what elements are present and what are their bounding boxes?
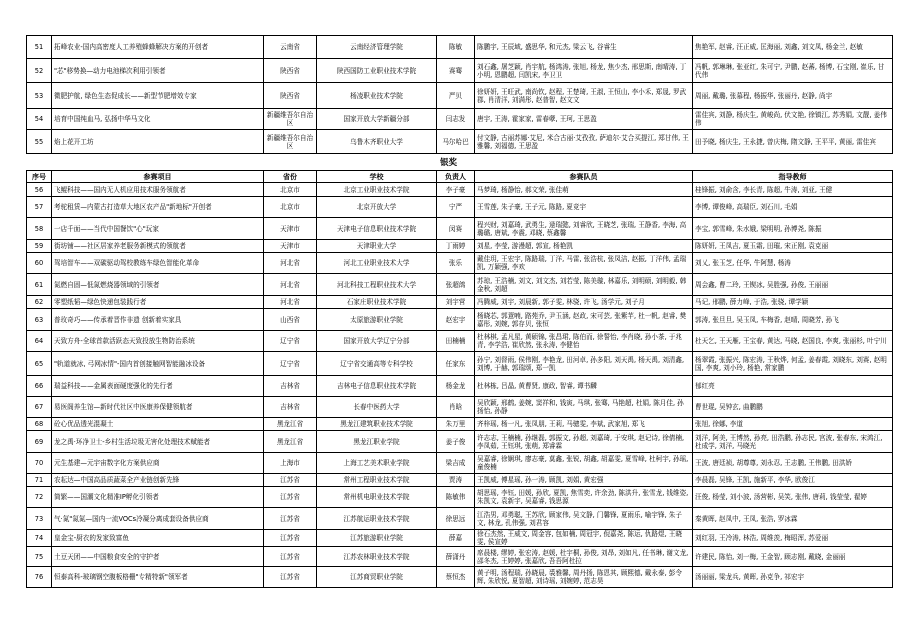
table-row — [27, 59, 893, 83]
cell-school: 江苏农林职业技术学院 — [317, 547, 437, 567]
cell-teachers: 刘乂, 张玉芝, 任华, 牛阿慧, 杨涛 — [693, 253, 893, 274]
table-row — [27, 418, 893, 431]
cell-leader: 薛潇丹 — [437, 547, 475, 567]
cell-teachers: 汤丽丽, 梁龙兵, 黄晖, 孙克争, 祁宏宇 — [693, 567, 893, 588]
cell-members: 刘星, 李莹, 游漫超, 郭宣, 杨艳凯 — [475, 240, 693, 253]
cell-leader: 姜子俊 — [437, 431, 475, 453]
cell-no: 57 — [27, 197, 52, 218]
cell-leader: 贾涛 — [437, 474, 475, 487]
header-leader: 负责人 — [437, 171, 475, 183]
cell-teachers: 焦艳军, 赵睿, 汪正威, 匡海丽, 刘鑫, 刘文凤, 杨金兰, 赵敏 — [693, 36, 893, 59]
cell-no: 60 — [27, 253, 52, 274]
cell-leader: 丁雨婷 — [437, 240, 475, 253]
cell-members: 席晨楼, 缪婷, 张宏涛, 赵媛, 杜宇桐, 孙俊, 刘昂, 刘如凡, 任书琳, 谢文龙, 邵冬杰, 王婷婷, 张嘉欣, 吾吾阿杜拉 — [475, 547, 693, 567]
cell-project: 天致方舟-全球首款活跃态天致投放生物防治系统 — [52, 331, 264, 352]
cell-province: 新疆维吾尔自治区 — [264, 130, 317, 154]
cell-teachers: 陈妍妍, 王凤吉, 夏玉霜, 田璀, 宋正刚, 袁克丽 — [693, 240, 893, 253]
cell-project: 龙之禹·环净卫士-乡村生活垃圾无害化处理技术赋能者 — [52, 431, 264, 453]
cell-members: 苏琼, 王浩楠, 刘文, 刘文杰, 刘若莹, 陈美璇, 林嘉乐, 刘明硕, 刘明毅, 韩金秋, 刘超 — [475, 274, 693, 296]
table-row — [27, 453, 893, 474]
cell-teachers: 冯帆, 郭琳琳, 张亚红, 朱可宁, 尹鹏, 赵蕃, 杨博, 石宝刚, 崔乐, 甘代伟 — [693, 59, 893, 83]
cell-members: 黄子明, 汤程瑞, 孙晓晨, 裘雅馨, 周丹扬, 陈恩其, 顾熙德, 戴永泰, 彭令辉, 朱欣悦, 夏智超, 刘诗瑶, 刘婉婷, 范志昊 — [475, 567, 693, 588]
cell-leader: 梁吉成 — [437, 453, 475, 474]
cell-members: 许志志, 王楠楠, 孙继磊, 郭振文, 孙超, 刘嘉琦, 于安琪, 赵记诗, 徐倩楠, 李凤茹, 王钰琪, 张萌, 郑睿霖 — [475, 431, 693, 453]
header-teachers: 指导教师 — [693, 171, 893, 183]
cell-members: 江浩男, 邓勇聪, 王苏欣, 顾家伟, 吴文静, 门馨锋, 夏雨乐, 喻宇锋, 朱子文, 林龙, 孔伟强, 刘君容 — [475, 508, 693, 530]
header-no: 序号 — [27, 171, 52, 183]
cell-no: 68 — [27, 418, 52, 431]
table-row — [27, 274, 893, 296]
cell-members: 王凯威, 傅星瑶, 孙一涛, 顾凯, 刘娟, 黄宏强 — [475, 474, 693, 487]
cell-school: 河北科技工程职业技术大学 — [317, 274, 437, 296]
header-school: 学校 — [317, 171, 437, 183]
table-row — [27, 376, 893, 397]
cell-members: 徐妍妍, 王旺武, 南尚钦, 赵程, 王楚琦, 王淑, 王恒山, 李小禾, 郑晟, 罗武郡, 肖清洋, 刘满彤, 赵普智, 赵文文 — [475, 83, 693, 109]
cell-school: 上海工艺美术职业学院 — [317, 453, 437, 474]
cell-teachers: 刘洋, 阿美, 王博然, 孙亮, 田浩鹏, 孙志民, 宫波, 张春东, 宋鸿江, 杜成学, 刘洋, 马晓光 — [693, 431, 893, 453]
cell-school: 江苏商贸职业学院 — [317, 567, 437, 588]
table-row — [27, 36, 893, 59]
cell-teachers: 周丽, 戴璐, 张慕程, 杨振华, 张丽丹, 赵静, 尚宇 — [693, 83, 893, 109]
table-row — [27, 197, 893, 218]
cell-no: 74 — [27, 530, 52, 547]
cell-school: 江苏航运职业技术学院 — [317, 508, 437, 530]
cell-teachers: 汪俊, 杨莹, 刘小波, 汤营彬, 吴笑, 张伟, 唐莉, 钱莹莹, 翟婷 — [693, 487, 893, 508]
cell-project: 气·氮"氮氮—国内一流VOCs冷凝分离成套设备供应商 — [52, 508, 264, 530]
cell-teachers: 郭涛, 张旦旦, 吴玉凤, 车梅香, 赵晴, 周晓芳, 孙飞 — [693, 309, 893, 331]
cell-province: 天津市 — [264, 240, 317, 253]
cell-no: 59 — [27, 240, 52, 253]
cell-leader: 蔡恒杰 — [437, 567, 475, 588]
cell-members: 冯腾威, 刘宇, 刘晨新, 郭子雯, 林骁, 许飞, 汤学元, 刘子月 — [475, 296, 693, 309]
cell-teachers: 田予晓, 杨庆生, 王永捷, 曾庆梅, 隋文静, 王平平, 黄丽, 雷佳宾 — [693, 130, 893, 154]
cell-members: 胡思瑶, 李钰, 田媛, 孙欣, 夏凯, 焦雪奕, 许余劲, 陈洪升, 张雪龙, 钱维姿, 朱凯文, 袁新宇, 吴嘉睿, 钱思源 — [475, 487, 693, 508]
header-province: 省份 — [264, 171, 317, 183]
cell-project: "轨道就冰, 弓网冰情"-国内首创接触网智能融冰设备 — [52, 352, 264, 376]
cell-project: 简繁——国潮文化精准IP孵化引领者 — [52, 487, 264, 508]
cell-no: 53 — [27, 83, 52, 109]
cell-province: 新疆维吾尔自治区 — [264, 109, 317, 130]
gold-award-table — [26, 35, 893, 154]
cell-school: 北京工业职业技术学院 — [317, 183, 437, 197]
cell-teachers: 杜天乞, 王天雁, 王宝春, 黄达, 马晓, 赵国良, 李爽, 张丽杉, 叶宁川 — [693, 331, 893, 352]
cell-school: 国家开放大学新疆分部 — [317, 109, 437, 130]
cell-no: 67 — [27, 397, 52, 418]
cell-no: 66 — [27, 376, 52, 397]
cell-province: 江苏省 — [264, 547, 317, 567]
cell-school: 乌鲁木齐职业大学 — [317, 130, 437, 154]
table-header-row — [27, 171, 893, 183]
table-row — [27, 130, 893, 154]
cell-project: 氮燃自固—低氮燃烧器领域的引领者 — [52, 274, 264, 296]
cell-teachers: 秦黄晖, 赵凤中, 王凤, 张浩, 罗冰霖 — [693, 508, 893, 530]
cell-members: 孙宁, 刘督雨, 侯伟刚, 李艳龙, 田河卓, 孙多阳, 刘天禹, 杨天禹, 刘清鑫, 刘博, 于赫, 郭瑞颂, 郑一凯 — [475, 352, 693, 376]
section-title-silver: 银奖 — [439, 158, 457, 168]
cell-project: 飞鲲科技——国内无人机应用技术服务领航者 — [52, 183, 264, 197]
cell-members: 杨晓芯, 郭薏喃, 路苑乔, 尹玉涵, 赵政, 宋可芸, 张紫芊, 杜一帆, 赵睿, 樊嘉彤, 刘婉, 郭存贝, 张恒 — [475, 309, 693, 331]
cell-province: 吉林省 — [264, 376, 317, 397]
cell-no: 64 — [27, 331, 52, 352]
cell-leader: 宁严 — [437, 197, 475, 218]
cell-leader: 杨金龙 — [437, 376, 475, 397]
cell-leader: 赛骞 — [437, 59, 475, 83]
cell-teachers: 周会鑫, 曹二玲, 王锲冰, 吴胜强, 孙俊, 王丽丽 — [693, 274, 893, 296]
cell-leader: 严贝 — [437, 83, 475, 109]
silver-table-body — [27, 183, 893, 588]
cell-teachers: 曹世琨, 吴钟玄, 曲鹏鹏 — [693, 397, 893, 418]
cell-leader: 闫志发 — [437, 109, 475, 130]
cell-province: 山西省 — [264, 309, 317, 331]
cell-province: 吉林省 — [264, 397, 317, 418]
cell-school: 陕西国防工业职业技术学院 — [317, 59, 437, 83]
cell-leader: 刘宇营 — [437, 296, 475, 309]
header-members: 参赛队员 — [475, 171, 693, 183]
silver-award-table — [26, 170, 893, 588]
cell-project: 培育中国纯血马, 弘扬中华马文化 — [52, 109, 264, 130]
cell-school: 杨凌职业技术学院 — [317, 83, 437, 109]
cell-members: 戴佳玥, 王宏宇, 陈路瑞, 丁洋, 马雷, 张浩杭, 张凤洁, 赵振, 丁洋伟, 孟瑞凯, 万颖强, 李欢 — [475, 253, 693, 274]
table-row — [27, 309, 893, 331]
cell-province: 江苏省 — [264, 487, 317, 508]
cell-school: 北京开放大学 — [317, 197, 437, 218]
cell-no: 55 — [27, 130, 52, 154]
cell-members: 刘石鑫, 屠芝颖, 肖宇航, 杨鸿涛, 张旭, 杨龙, 焦少杰, 邢思斯, 南晴涛, 丁小明, 恩鹏超, 闫凯宋, 李卫卫 — [475, 59, 693, 83]
cell-project: 一店千面——当代中国餐饮"心"玩家 — [52, 218, 264, 240]
table-row — [27, 109, 893, 130]
cell-leader: 张乐 — [437, 253, 475, 274]
cell-teachers: 李宝, 郭雪峰, 朱水娥, 梁明明, 孙博尧, 陈振 — [693, 218, 893, 240]
cell-members: 陈鹏宇, 王辰域, 盛思华, 和元杰, 梁云飞, 谷睿生 — [475, 36, 693, 59]
cell-project: 易医阁养生馆—新时代社区中医康养保健领航者 — [52, 397, 264, 418]
table-row — [27, 547, 893, 567]
cell-province: 江苏省 — [264, 508, 317, 530]
cell-school: 黑龙江建筑职业技术学院 — [317, 418, 437, 431]
cell-school: 天津职业大学 — [317, 240, 437, 253]
cell-school: 长春中医药大学 — [317, 397, 437, 418]
table-row — [27, 474, 893, 487]
cell-school: 河北工业职业技术大学 — [317, 253, 437, 274]
cell-members: 王雪莲, 朱子豪, 王子元, 陈路, 夏竞宇 — [475, 197, 693, 218]
cell-leader: 陈敏伟 — [437, 487, 475, 508]
cell-no: 69 — [27, 431, 52, 453]
cell-no: 70 — [27, 453, 52, 474]
cell-project: 瑞益科技——金属表面硬度强化的先行者 — [52, 376, 264, 397]
cell-school: 常州工程职业技术学院 — [317, 474, 437, 487]
cell-members: 唐宇, 王涛, 霍家家, 雷春孽, 王珂, 王思盈 — [475, 109, 693, 130]
cell-province: 陕西省 — [264, 59, 317, 83]
table-row — [27, 296, 893, 309]
cell-leader: 肖晗 — [437, 397, 475, 418]
cell-school: 辽宁省交通高等专科学校 — [317, 352, 437, 376]
header-project: 参赛项目 — [52, 171, 264, 183]
cell-leader: 马尔哈巴 — [437, 130, 475, 154]
table-row — [27, 431, 893, 453]
cell-teachers: 李博, 谭俊峰, 高瑞臣, 刘石川, 毛娟 — [693, 197, 893, 218]
cell-leader: 赵宏宇 — [437, 309, 475, 331]
cell-leader: 田楠楠 — [437, 331, 475, 352]
cell-teachers: 雷佳宾, 刘静, 杨庆生, 黄峻尚, 伏文艳, 徐镇江, 苏秀娟, 文靓, 姜伟伟 — [693, 109, 893, 130]
table-row — [27, 508, 893, 530]
cell-members: 吴欣颖, 邢鹤, 姜婉, 窦祥和, 钱寅, 马琪, 张骞, 马艳超, 杜娟, 陈月佳, 孙扬怡, 孙静 — [475, 397, 693, 418]
cell-members: 杜林栋, 吕晶, 黄曹贤, 康政, 智睿, 谭书麟 — [475, 376, 693, 397]
cell-members: 齐梓瑶, 杨一凡, 张凤朋, 王莉, 马骢雯, 李斌, 武家旭, 郑飞 — [475, 418, 693, 431]
cell-province: 江苏省 — [264, 530, 317, 547]
table-row — [27, 218, 893, 240]
cell-no: 61 — [27, 274, 52, 296]
cell-no: 62 — [27, 296, 52, 309]
cell-teachers: 刘红羽, 王冷涛, 林浩, 周维羡, 梅昭浑, 苏爱丽 — [693, 530, 893, 547]
cell-project: 元生基建—元宇宙数字化方案供应商 — [52, 453, 264, 474]
cell-teachers: 张旭, 徐娜, 李道 — [693, 418, 893, 431]
cell-members: 吴嘉睿, 徐娴琪, 廖志豪, 莫鑫, 张锐, 胡鑫, 胡嘉雯, 夏雪峰, 杜柯宇, 孙瑶, 童俊楠 — [475, 453, 693, 474]
cell-project: "芯"移势换—动力电池梯次利用引领者 — [52, 59, 264, 83]
table-row — [27, 397, 893, 418]
cell-project: 拓峰农业-国内高密度人工养殖蜂蜂解决方案的开创者 — [52, 36, 264, 59]
table-row — [27, 331, 893, 352]
cell-no: 56 — [27, 183, 52, 197]
cell-no: 51 — [27, 36, 52, 59]
cell-leader: 陈敏 — [437, 36, 475, 59]
cell-province: 陕西省 — [264, 83, 317, 109]
cell-school: 吉林电子信息职业技术学院 — [317, 376, 437, 397]
cell-no: 52 — [27, 59, 52, 83]
cell-leader: 徐思远 — [437, 508, 475, 530]
cell-teachers: 马记, 邢鹏, 薛力峰, 于浩, 张骁, 谭学颖 — [693, 296, 893, 309]
cell-project: 焰上花开工坊 — [52, 130, 264, 154]
cell-members: 马梦琦, 杨静怡, 郝文荣, 张佳萌 — [475, 183, 693, 197]
cell-project: 恒泰高科-玻璃钢空腹板格栅"专精特新"领军者 — [52, 567, 264, 588]
cell-school: 石家庄职业技术学院 — [317, 296, 437, 309]
cell-project: 考驼租赁—内蒙古打造草大地区农产品"新地标"开创者 — [52, 197, 264, 218]
cell-province: 黑龙江省 — [264, 431, 317, 453]
cell-province: 北京市 — [264, 183, 317, 197]
cell-members: 程兴财, 刘嘉琦, 武勇生, 逯瑞懿, 刘睿欣, 王晓芝, 张瑞, 王静香, 李海, 高璐璐, 唐斌, 李震, 邓晓, 蔡鑫馨 — [475, 218, 693, 240]
cell-project: 街坊铺——社区居家养老服务新模式的领航者 — [52, 240, 264, 253]
cell-project: 微肥护航, 绿色生态促成长——新型节肥增效专家 — [52, 83, 264, 109]
cell-school: 黑龙江职业学院 — [317, 431, 437, 453]
cell-province: 辽宁省 — [264, 331, 317, 352]
cell-project: 农耘达—中国高品质蔬菜全产业链创新先锋 — [52, 474, 264, 487]
cell-project: 砼心优品透光混凝土 — [52, 418, 264, 431]
cell-no: 63 — [27, 309, 52, 331]
cell-school: 国家开放大学辽宁分部 — [317, 331, 437, 352]
cell-province: 江苏省 — [264, 474, 317, 487]
table-row — [27, 530, 893, 547]
cell-province: 天津市 — [264, 218, 317, 240]
cell-teachers: 王波, 唐廷祯, 胡尊尊, 刘永忍, 王志鹏, 王伟鹏, 田洪娇 — [693, 453, 893, 474]
cell-province: 辽宁省 — [264, 352, 317, 376]
cell-no: 65 — [27, 352, 52, 376]
cell-teachers: 郁红亮 — [693, 376, 893, 397]
cell-school: 天津电子信息职业技术学院 — [317, 218, 437, 240]
cell-project: 驾培智车——双碳驱动驾校教练车绿色智能化革命 — [52, 253, 264, 274]
cell-project: 皇金宝-厨衣的发家致富鱼 — [52, 530, 264, 547]
cell-no: 76 — [27, 567, 52, 588]
cell-school: 常州机电职业技术学院 — [317, 487, 437, 508]
cell-leader: 闵赛 — [437, 218, 475, 240]
cell-leader: 张超鸽 — [437, 274, 475, 296]
cell-members: 杜林棋, 孟凡星, 黄硕锦, 张昌珺, 陈伯而, 徐誓怡, 李肖晓, 孙小茶, 于兆青, 李学浩, 崔欣然, 张永涛, 李健怡 — [475, 331, 693, 352]
cell-no: 71 — [27, 474, 52, 487]
cell-no: 75 — [27, 547, 52, 567]
table-row — [27, 352, 893, 376]
cell-school: 太原旅游职业学院 — [317, 309, 437, 331]
cell-no: 54 — [27, 109, 52, 130]
cell-leader: 薛嘉 — [437, 530, 475, 547]
table-row — [27, 253, 893, 274]
cell-teachers: 许建民, 陈怡, 刘一梅, 王金智, 顾志刚, 戴晓, 金丽丽 — [693, 547, 893, 567]
cell-no: 72 — [27, 487, 52, 508]
cell-province: 河北省 — [264, 296, 317, 309]
cell-school: 云南经济管理学院 — [317, 36, 437, 59]
table-row — [27, 183, 893, 197]
cell-teachers: 桂锋振, 刘俞含, 李长青, 陈超, 牛涛, 刘亚, 王健 — [693, 183, 893, 197]
cell-teachers: 杨翠霞, 张振兴, 陈宏涛, 王秋烨, 何孟, 姜春霞, 刘晓东, 刘赛, 赵明国, 李爽, 刘小玲, 杨艳, 常家鹏 — [693, 352, 893, 376]
gold-table-body — [27, 36, 893, 154]
cell-project: 普玫奇巧——传承着晋作非遗 创新着实家具 — [52, 309, 264, 331]
cell-province: 江苏省 — [264, 567, 317, 588]
cell-province: 河北省 — [264, 253, 317, 274]
table-row — [27, 567, 893, 588]
cell-province: 黑龙江省 — [264, 418, 317, 431]
table-row — [27, 487, 893, 508]
cell-no: 58 — [27, 218, 52, 240]
table-row — [27, 83, 893, 109]
table-row — [27, 240, 893, 253]
cell-province: 河北省 — [264, 274, 317, 296]
cell-members: 徐石杰然, 王威文, 周金容, 包如楠, 周冠宇, 倪嘉尧, 陈运, 仇路煜, 王晓雯, 侯宣婷 — [475, 530, 693, 547]
cell-province: 云南省 — [264, 36, 317, 59]
cell-no: 73 — [27, 508, 52, 530]
cell-leader: 任家东 — [437, 352, 475, 376]
cell-school: 江苏旅游职业学院 — [317, 530, 437, 547]
cell-teachers: 李晨磊, 吴锋, 王凯, 施新平, 李华, 欧俊江 — [693, 474, 893, 487]
cell-project: 土豆天团——中国粮食安全的守护者 — [52, 547, 264, 567]
cell-members: 付文静, 古丽苏娜·艾尼, 米合古丽·艾孜孜, 萨迪尔·艾合买提江, 郑甘伟, 王雅馨, 刘福德, 王思盈 — [475, 130, 693, 154]
cell-province: 上海市 — [264, 453, 317, 474]
cell-leader: 朱万里 — [437, 418, 475, 431]
cell-project: 零塑纸韬—绿色快递包装践行者 — [52, 296, 264, 309]
cell-leader: 李子豪 — [437, 183, 475, 197]
cell-province: 北京市 — [264, 197, 317, 218]
